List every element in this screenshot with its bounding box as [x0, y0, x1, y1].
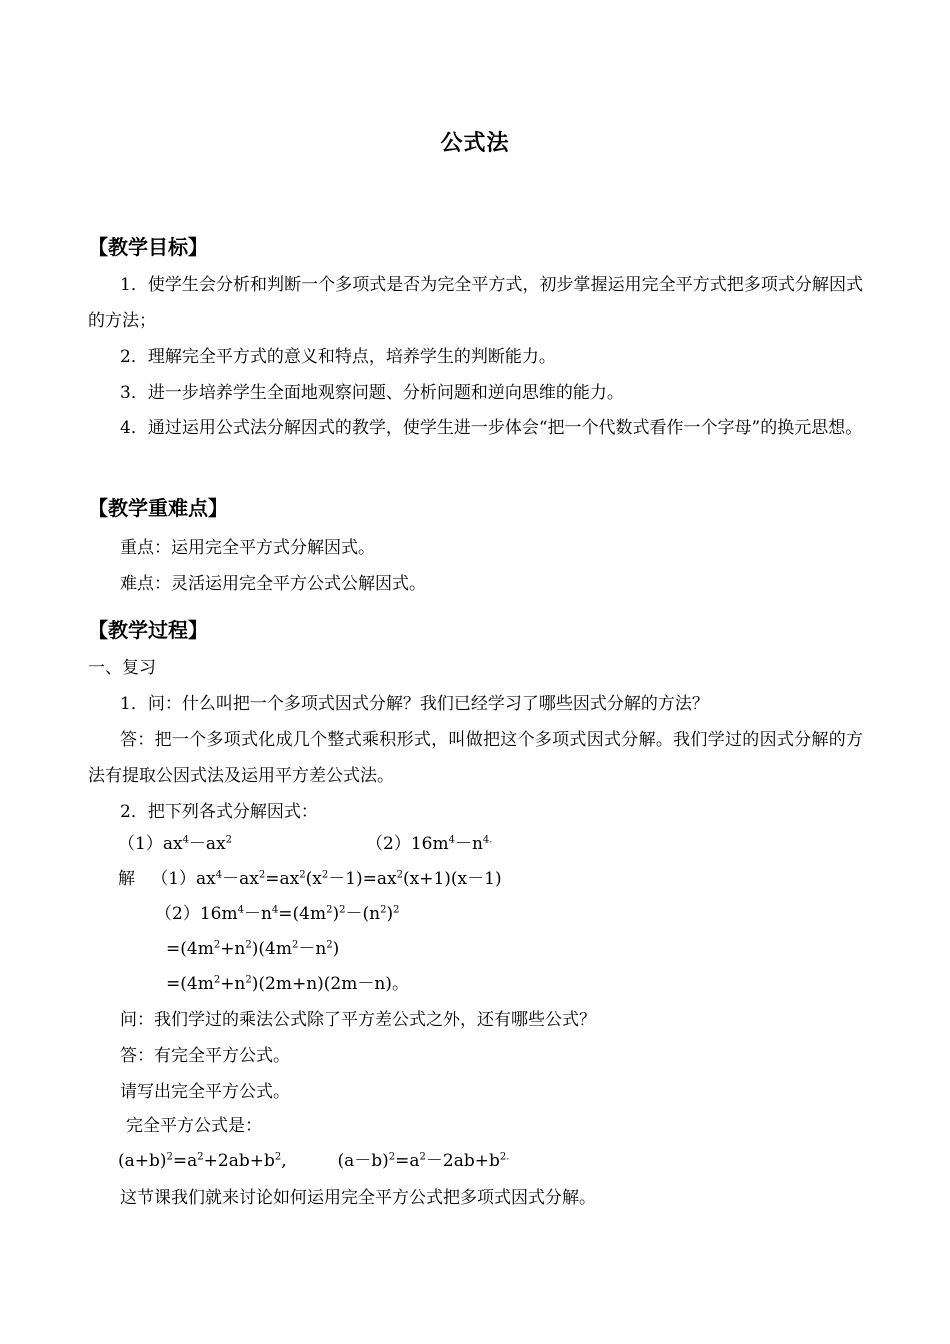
section-heading-key-points: 【教学重难点】 — [88, 496, 228, 520]
prompt-write-formula: 请写出完全平方公式。 — [120, 1082, 290, 1102]
objective-item-3: 3．进一步培养学生全面地观察问题、分析问题和逆向思维的能力。 — [120, 383, 624, 403]
objective-item-1: 1．使学生会分析和判断一个多项式是否为完全平方式，初步掌握运用完全平方式把多项式分解因式的方法； — [88, 275, 863, 331]
exercise-2-expression: $16m^4-n^{4.}$ — [410, 834, 493, 854]
exercise-1 — [118, 832, 232, 856]
objective-item-2: 2．理解完全平方式的意义和特点，培养学生的判断能力。 — [120, 347, 556, 367]
review-answer-3: 答：有完全平方公式。 — [120, 1046, 290, 1066]
exercise-2-label: （2） — [366, 834, 411, 854]
solution-1-expression: $ax^4-ax^2=ax^2(x^2-1)=ax^2(x+1)(x-1)$ — [196, 869, 502, 889]
exercise-1-label: （1） — [118, 834, 163, 854]
review-question-3: 问：我们学过的乘法公式除了平方差公式之外，还有哪些公式？ — [120, 1010, 596, 1030]
solution-2-line-3: $=(4m^2+n^2)(2m+n)(2m-n)$。 — [166, 974, 409, 994]
solution-label: 解 — [118, 869, 135, 889]
difficult-point: 难点：灵活运用完全平方公式公解因式。 — [120, 574, 426, 594]
closing-statement: 这节课我们就来讨论如何运用完全平方公式把多项式因式分解。 — [120, 1188, 596, 1208]
review-question-1: 1．问：什么叫把一个多项式因式分解？我们已经学习了哪些因式分解的方法？ — [120, 694, 709, 714]
formula-difference-square: $(a-b)^2=a^2-2ab+b^{2.}$ — [337, 1151, 510, 1171]
solution-1 — [118, 867, 502, 891]
formula-line — [118, 1149, 509, 1173]
review-question-2: 2．把下列各式分解因式： — [120, 802, 318, 822]
review-title: 一、复习 — [88, 658, 156, 678]
objective-item-4: 4．通过运用公式法分解因式的教学，使学生进一步体会“把一个代数式看作一个字母”的换元思想。 — [120, 418, 863, 438]
solution-2-expression-1: $16m^4-n^4=(4m^2)^2-(n^2)^2$ — [199, 904, 400, 924]
solution-2-line-2: $=(4m^2+n^2)(4m^2-n^2)$ — [166, 939, 340, 959]
exercise-2 — [366, 832, 492, 856]
formula-intro: 完全平方公式是： — [126, 1116, 262, 1136]
solution-1-label: （1） — [151, 869, 197, 889]
review-answer-1: 答：把一个多项式化成几个整式乘积形式，叫做把这个多项式因式分解。我们学过的因式分解的方法有提取公因式法及运用平方差公式法。 — [88, 730, 863, 786]
solution-2-label: （2） — [155, 904, 200, 924]
page-title: 公式法 — [440, 131, 510, 156]
key-point: 重点：运用完全平方式分解因式。 — [120, 538, 375, 558]
section-heading-process: 【教学过程】 — [88, 618, 208, 642]
exercise-1-expression: $ax^4-ax^2$ — [162, 834, 233, 854]
formula-sum-square: $(a+b)^2=a^2+2ab+b^2$, — [118, 1151, 287, 1171]
section-heading-objectives: 【教学目标】 — [88, 235, 208, 259]
solution-2-line-1 — [155, 902, 399, 926]
